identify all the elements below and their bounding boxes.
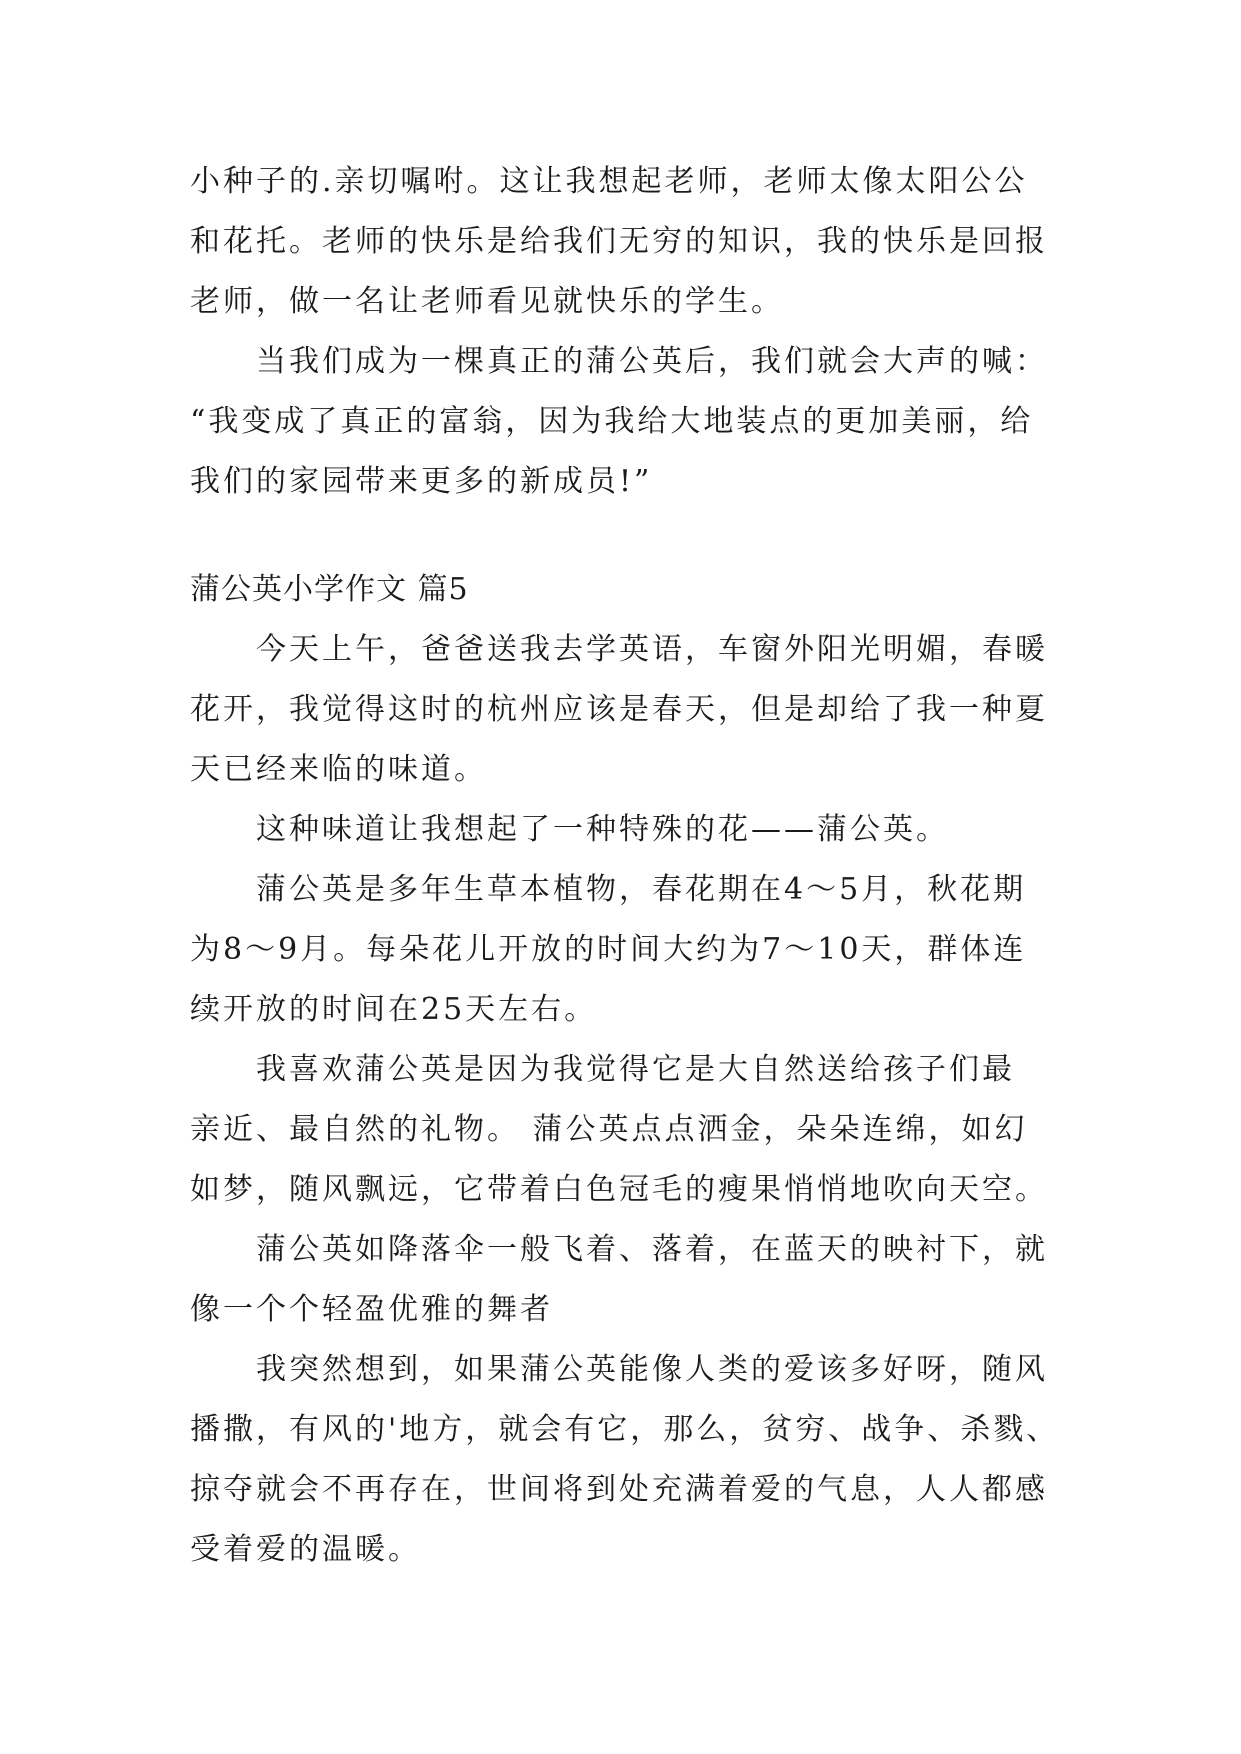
paragraph-start-line: 当我们成为一棵真正的蒲公英后，我们就会大声的喊： — [256, 344, 1048, 379]
paragraph-start-line: 蒲公英是多年生草本植物，春花期在4～5月，秋花期 — [256, 872, 1027, 907]
paragraph-start-line: 蒲公英如降落伞一般飞着、落着，在蓝天的映衬下，就 — [256, 1232, 1048, 1267]
text-line: 老师，做一名让老师看见就快乐的学生。 — [190, 284, 784, 319]
text-line: 如梦，随风飘远，它带着白色冠毛的瘦果悄悄地吹向天空。 — [190, 1172, 1048, 1207]
paragraph-start-line: 我突然想到，如果蒲公英能像人类的爱该多好呀，随风 — [256, 1352, 1048, 1387]
text-line: 为8～9月。每朵花儿开放的时间大约为7～10天，群体连 — [190, 932, 1027, 967]
paragraph-start-line: 我喜欢蒲公英是因为我觉得它是大自然送给孩子们最 — [256, 1052, 1015, 1087]
text-line: 像一个个轻盈优雅的舞者 — [190, 1292, 553, 1327]
paragraph-start-line: 今天上午，爸爸送我去学英语，车窗外阳光明媚，春暖 — [256, 632, 1048, 667]
document-body — [190, 152, 1070, 1580]
text-line: 花开，我觉得这时的杭州应该是春天，但是却给了我一种夏 — [190, 692, 1048, 727]
text-line: 和花托。老师的快乐是给我们无穷的知识，我的快乐是回报 — [190, 224, 1048, 259]
text-line: 续开放的时间在25天左右。 — [190, 992, 598, 1027]
text-line: 天已经来临的味道。 — [190, 752, 487, 787]
text-line: “我变成了真正的富翁，因为我给大地装点的更加美丽，给 — [190, 404, 1034, 439]
section-heading: 蒲公英小学作文 篇5 — [190, 572, 469, 607]
text-line: 掠夺就会不再存在，世间将到处充满着爱的气息，人人都感 — [190, 1472, 1048, 1507]
text-line: 播撒，有风的'地方，就会有它，那么，贫穷、战争、杀戮、 — [190, 1412, 1060, 1447]
text-line: 受着爱的温暖。 — [190, 1532, 421, 1567]
text-line: 我们的家园带来更多的新成员!” — [190, 464, 653, 499]
paragraph-start-line: 这种味道让我想起了一种特殊的花——蒲公英。 — [256, 812, 949, 847]
text-line: 小种子的.亲切嘱咐。这让我想起老师，老师太像太阳公公 — [190, 164, 1028, 199]
text-line: 亲近、最自然的礼物。 蒲公英点点洒金，朵朵连绵，如幻 — [190, 1112, 1028, 1147]
